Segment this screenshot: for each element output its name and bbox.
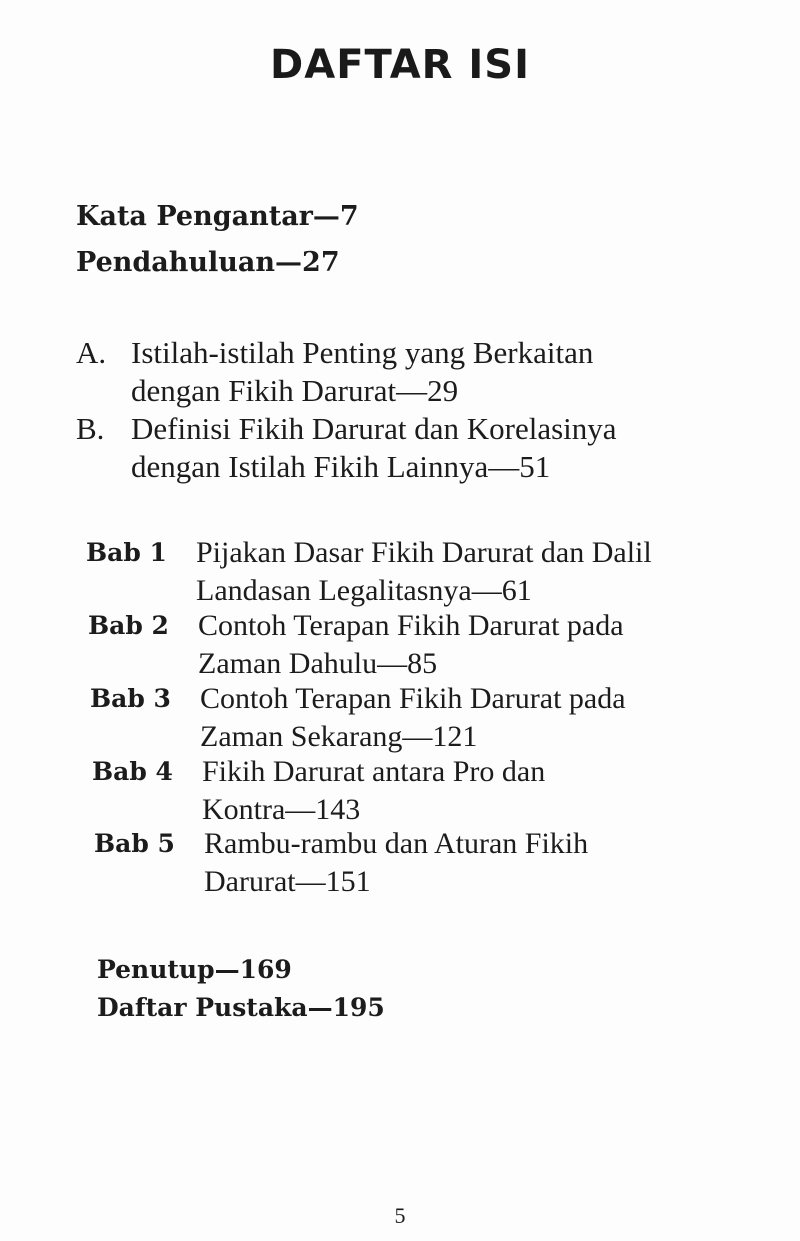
section-line-2: dengan Istilah Fikih Lainnya—51	[131, 449, 551, 484]
toc-chapter-2	[88, 607, 748, 683]
word: Berkaitan	[472, 335, 594, 370]
section-letter: B.	[76, 411, 105, 446]
toc-section-b	[76, 410, 756, 486]
chapter-text	[204, 825, 588, 901]
chapter-line-1: Fikih Darurat antara Pro dan	[202, 755, 546, 788]
chapter-line-2: Zaman Sekarang—121	[200, 720, 478, 753]
toc-chapter-1	[86, 534, 746, 610]
toc-entry-pendahuluan: Pendahuluan—27	[76, 247, 340, 278]
chapter-line-2: Darurat—151	[204, 865, 371, 898]
toc-entry-penutup: Penutup—169	[97, 955, 292, 984]
chapter-line-2: Zaman Dahulu—85	[198, 647, 438, 680]
chapter-line-2: Landasan Legalitasnya—61	[196, 574, 532, 607]
chapter-line-1: Contoh Terapan Fikih Darurat pada	[200, 682, 626, 715]
toc-chapter-3	[90, 680, 750, 756]
chapter-label: Bab 5	[94, 829, 175, 858]
chapter-label: Bab 2	[88, 611, 169, 640]
chapter-text	[202, 753, 545, 829]
word: Istilah-istilah	[131, 335, 295, 370]
toc-section-a	[76, 334, 756, 410]
chapter-line-2: Kontra—143	[202, 793, 361, 826]
toc-chapter-4	[92, 753, 752, 829]
chapter-label: Bab 3	[90, 684, 171, 713]
word: Penting	[302, 335, 398, 370]
chapter-text	[200, 680, 626, 756]
chapter-label: Bab 1	[86, 538, 167, 567]
section-line-1	[131, 334, 751, 372]
section-letter: A.	[76, 335, 107, 370]
chapter-line-1: Rambu-rambu dan Aturan Fikih	[204, 827, 589, 860]
toc-entry-daftar-pustaka: Daftar Pustaka—195	[97, 993, 385, 1022]
section-line-1: Definisi Fikih Darurat dan Korelasinya	[131, 411, 617, 446]
toc-chapter-5	[94, 825, 754, 901]
section-line-2: dengan Fikih Darurat—29	[131, 373, 459, 408]
chapter-line-1: Contoh Terapan Fikih Darurat pada	[198, 609, 624, 642]
chapter-text	[198, 607, 624, 683]
chapter-text	[196, 534, 652, 610]
page-title: DAFTAR ISI	[270, 42, 530, 88]
chapter-label: Bab 4	[92, 757, 173, 786]
word: yang	[404, 335, 466, 370]
page-number: 5	[394, 1203, 406, 1228]
section-text	[131, 410, 751, 486]
section-text	[131, 334, 751, 410]
toc-entry-kata-pengantar: Kata Pengantar—7	[76, 201, 359, 232]
chapter-line-1: Pijakan Dasar Fikih Darurat dan Dalil	[196, 536, 652, 569]
